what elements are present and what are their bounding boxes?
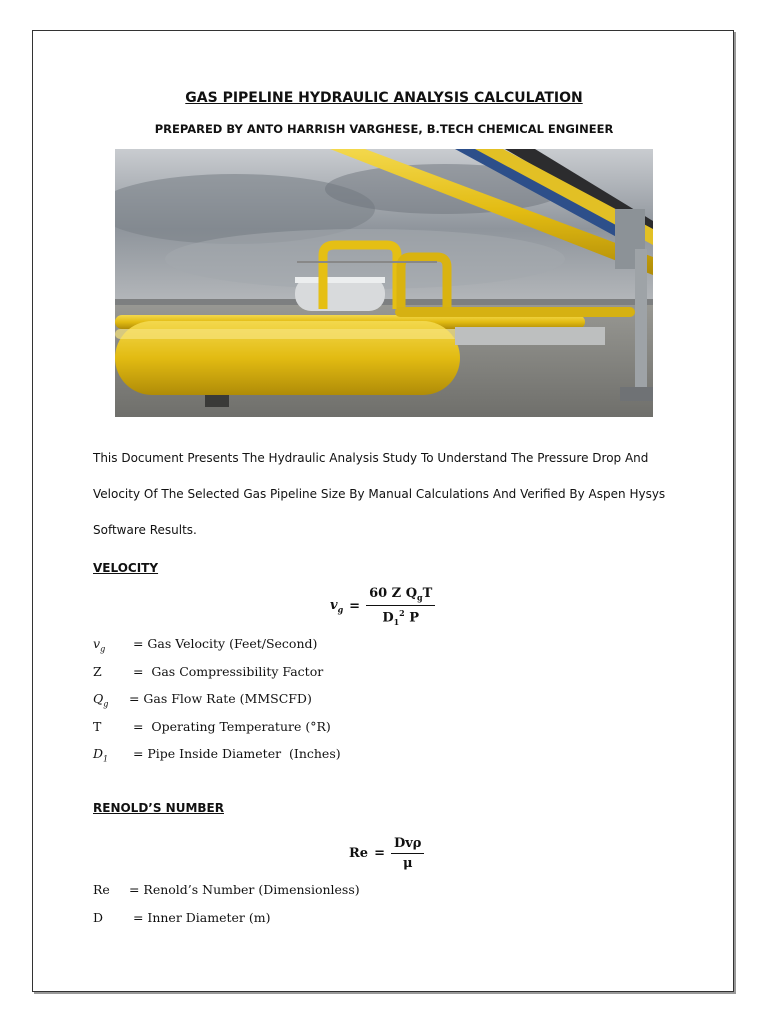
var-row-z: Z = Gas Compressibility Factor	[93, 664, 324, 679]
var-row-temp: T = Operating Temperature (°R)	[93, 719, 331, 734]
pipeline-photo	[115, 149, 653, 417]
velocity-fraction	[366, 586, 435, 627]
reynolds-heading: RENOLD’S NUMBER	[93, 801, 224, 815]
document-title: GAS PIPELINE HYDRAULIC ANALYSIS CALCULATION	[185, 90, 583, 106]
reynolds-formula	[349, 836, 424, 871]
numerator-tail: T	[422, 586, 433, 601]
reynolds-fraction	[391, 836, 424, 871]
velocity-heading: VELOCITY	[93, 561, 159, 575]
denominator-sub: 1	[393, 616, 400, 627]
document-subtitle: PREPARED BY ANTO HARRISH VARGHESE, B.TECH CHEMICAL ENGINEER	[154, 122, 614, 136]
reynolds-equals: =	[374, 846, 385, 861]
denominator-sup: 2	[399, 607, 405, 618]
formula-lhs: v	[330, 597, 338, 613]
velocity-denominator	[379, 606, 422, 627]
var-row-d: D = Inner Diameter (m)	[93, 910, 271, 925]
formula-lhs-sub: g	[337, 604, 344, 615]
var-row-re: Re = Renold’s Number (Dimensionless)	[93, 882, 360, 897]
velocity-formula	[330, 586, 435, 627]
formula-equals: =	[349, 598, 361, 614]
intro-paragraph: This Document Presents The Hydraulic Analysis Study To Understand The Pressure Drop And Velocity Of The Selected Gas Pipeline Size By Manual Calculations And Verified By Aspen Hysys Software Results.	[93, 451, 666, 537]
var-row-velocity: $v_g$ = Gas Velocity (Feet/Second)	[93, 636, 318, 654]
reynolds-denominator: μ	[402, 856, 413, 871]
denominator-text: D	[382, 609, 394, 625]
reynolds-numerator: Dvρ	[391, 836, 424, 854]
numerator-sub: g	[417, 592, 423, 603]
var-row-diameter: $D_1$ = Pipe Inside Diameter (Inches)	[93, 746, 341, 764]
var-row-flow: $Q_g$ = Gas Flow Rate (MMSCFD)	[93, 691, 312, 709]
denominator-tail: P	[409, 609, 420, 625]
reynolds-lhs: Re	[349, 846, 369, 861]
numerator-text: 60 Z Q	[369, 586, 418, 601]
velocity-numerator	[366, 586, 435, 606]
